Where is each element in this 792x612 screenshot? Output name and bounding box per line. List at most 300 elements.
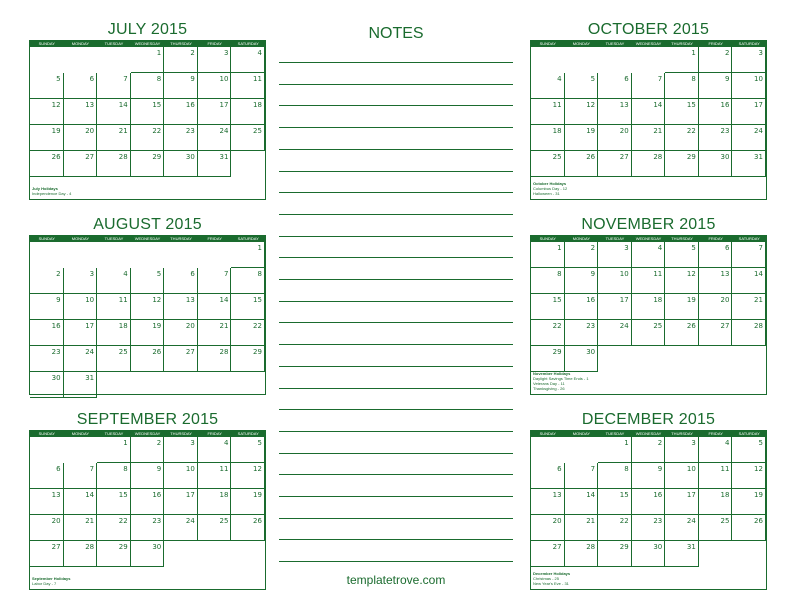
weekday-label: WEDNESDAY (635, 236, 662, 241)
day-cell (97, 463, 131, 489)
day-number: 5 (691, 244, 696, 252)
note-line (279, 257, 513, 258)
day-cell (598, 515, 632, 541)
day-cell (531, 73, 565, 99)
day-cell (598, 125, 632, 151)
day-cell (632, 151, 666, 177)
day-cell (231, 320, 265, 346)
day-number: 17 (686, 491, 696, 499)
day-number: 6 (557, 465, 562, 473)
day-number: 30 (185, 153, 195, 161)
day-number: 3 (691, 439, 696, 447)
day-number: 15 (152, 101, 162, 109)
day-number: 31 (686, 543, 696, 551)
day-cell (565, 125, 599, 151)
day-cell (632, 294, 666, 320)
day-number: 2 (657, 439, 663, 447)
day-cell (665, 125, 699, 151)
weekday-label: SUNDAY (539, 431, 556, 436)
day-cell (97, 320, 131, 346)
weekday-label: SATURDAY (738, 236, 760, 241)
calendar-grid (29, 235, 266, 395)
day-cell (64, 320, 98, 346)
day-number: 26 (253, 517, 262, 525)
day-number: 26 (51, 153, 61, 161)
day-cell (632, 99, 666, 125)
weekday-label: SUNDAY (539, 236, 556, 241)
day-cell (699, 73, 733, 99)
note-line (279, 214, 513, 215)
note-line (279, 192, 513, 193)
day-cell (598, 463, 632, 489)
day-cell (665, 437, 699, 463)
day-number: 16 (586, 296, 596, 304)
day-number: 30 (152, 543, 162, 551)
day-number: 22 (152, 127, 162, 135)
day-cell (97, 73, 131, 99)
weekday-label: TUESDAY (605, 431, 625, 436)
day-number: 3 (223, 49, 229, 57)
weekday-label: THURSDAY (170, 236, 192, 241)
day-number: 5 (56, 75, 61, 83)
day-number: 28 (118, 153, 128, 161)
weekday-label: SUNDAY (38, 41, 55, 46)
day-number: 4 (257, 49, 262, 57)
day-number: 12 (754, 465, 763, 473)
day-number: 21 (219, 322, 229, 330)
day-cell (131, 294, 165, 320)
day-number: 30 (720, 153, 730, 161)
day-number: 11 (253, 75, 262, 83)
day-number: 17 (619, 296, 629, 304)
holiday-heading: October Holidays (533, 181, 567, 186)
note-line (279, 388, 513, 389)
day-number: 24 (619, 322, 629, 330)
day-number: 10 (85, 296, 95, 304)
day-cell (30, 346, 64, 372)
day-cell (97, 125, 131, 151)
weekday-label: WEDNESDAY (134, 236, 161, 241)
day-number: 29 (152, 153, 162, 161)
day-number: 19 (686, 296, 696, 304)
weekday-label: THURSDAY (170, 41, 192, 46)
day-cell (131, 515, 165, 541)
day-number: 22 (118, 517, 128, 525)
note-line (279, 539, 513, 540)
day-cell (198, 125, 232, 151)
month-title: AUGUST 2015 (93, 216, 202, 233)
note-line (279, 236, 513, 237)
day-number: 19 (51, 127, 61, 135)
day-cell (531, 541, 565, 567)
day-cell (30, 151, 64, 177)
day-number: 14 (586, 491, 596, 499)
weekday-label: FRIDAY (207, 41, 222, 46)
day-number: 3 (624, 244, 629, 252)
day-cell (598, 99, 632, 125)
day-number: 26 (686, 322, 696, 330)
day-cell (97, 346, 131, 372)
day-number: 28 (754, 322, 763, 330)
day-number: 6 (724, 244, 730, 252)
day-cell (632, 320, 666, 346)
day-cell (198, 99, 232, 125)
day-number: 1 (156, 49, 162, 57)
day-cell (565, 541, 599, 567)
day-number: 29 (118, 543, 128, 551)
day-cell (632, 437, 666, 463)
day-cell (699, 515, 733, 541)
day-number: 4 (123, 270, 128, 278)
day-cell (30, 294, 64, 320)
day-cell (131, 489, 165, 515)
day-number: 30 (653, 543, 663, 551)
day-number: 23 (185, 127, 195, 135)
day-cell (699, 437, 733, 463)
day-cell (665, 463, 699, 489)
day-cell (531, 268, 565, 294)
weekday-label: TUESDAY (605, 236, 625, 241)
day-cell (699, 151, 733, 177)
day-cell (598, 320, 632, 346)
day-number: 25 (720, 517, 730, 525)
day-cell (164, 437, 198, 463)
day-cell (699, 320, 733, 346)
weekday-label: TUESDAY (104, 236, 124, 241)
note-line (279, 149, 513, 150)
day-number: 13 (185, 296, 195, 304)
day-cell (531, 294, 565, 320)
day-number: 13 (720, 270, 730, 278)
day-number: 20 (720, 296, 730, 304)
weekday-label: THURSDAY (170, 431, 192, 436)
day-cell (598, 73, 632, 99)
day-number: 9 (590, 270, 596, 278)
day-cell (231, 489, 265, 515)
day-number: 28 (653, 153, 663, 161)
day-cell (164, 489, 198, 515)
note-line (279, 322, 513, 323)
day-number: 15 (118, 491, 128, 499)
day-cell (30, 515, 64, 541)
weekday-label: MONDAY (572, 41, 590, 46)
day-cell (164, 99, 198, 125)
day-cell (565, 515, 599, 541)
day-cell (97, 541, 131, 567)
day-cell (198, 463, 232, 489)
day-cell (531, 151, 565, 177)
day-cell (198, 346, 232, 372)
day-cell (64, 346, 98, 372)
day-cell (131, 151, 165, 177)
day-number: 14 (85, 491, 95, 499)
day-number: 13 (619, 101, 629, 109)
day-number: 5 (758, 439, 763, 447)
holiday-heading: September Holidays (32, 576, 71, 581)
day-number: 29 (253, 348, 262, 356)
day-cell (699, 99, 733, 125)
note-line (279, 301, 513, 302)
day-cell (30, 489, 64, 515)
day-cell (598, 437, 632, 463)
day-cell (699, 125, 733, 151)
weekday-label: TUESDAY (104, 431, 124, 436)
day-number: 8 (156, 75, 162, 83)
day-number: 6 (624, 75, 629, 83)
day-cell (531, 242, 565, 268)
day-number: 18 (653, 296, 663, 304)
day-cell (699, 268, 733, 294)
day-number: 20 (85, 127, 95, 135)
day-number: 30 (51, 374, 61, 382)
day-cell (97, 489, 131, 515)
day-cell (632, 541, 666, 567)
note-line (279, 453, 513, 454)
day-number: 24 (686, 517, 696, 525)
day-number: 21 (85, 517, 95, 525)
day-number: 13 (552, 491, 562, 499)
day-cell (97, 437, 131, 463)
day-cell (598, 489, 632, 515)
weekday-label: MONDAY (572, 236, 590, 241)
day-number: 23 (586, 322, 596, 330)
day-cell (198, 515, 232, 541)
day-number: 27 (720, 322, 730, 330)
note-line (279, 84, 513, 85)
day-cell (732, 489, 766, 515)
day-cell (699, 47, 733, 73)
day-number: 14 (219, 296, 229, 304)
day-cell (665, 515, 699, 541)
day-number: 8 (557, 270, 562, 278)
day-cell (64, 99, 98, 125)
day-cell (732, 294, 766, 320)
day-cell (732, 463, 766, 489)
holiday-heading: December Holidays (533, 571, 571, 576)
day-number: 1 (557, 244, 562, 252)
day-cell (732, 242, 766, 268)
weekday-label: WEDNESDAY (635, 431, 662, 436)
day-cell (565, 151, 599, 177)
day-number: 6 (190, 270, 195, 278)
day-number: 28 (85, 543, 95, 551)
day-cell (665, 268, 699, 294)
day-number: 28 (586, 543, 596, 551)
day-cell (131, 463, 165, 489)
day-cell (64, 125, 98, 151)
day-number: 29 (686, 153, 696, 161)
day-number: 16 (185, 101, 195, 109)
day-cell (531, 463, 565, 489)
weekday-label: SATURDAY (237, 236, 259, 241)
day-cell (732, 73, 766, 99)
weekday-label: SUNDAY (38, 431, 55, 436)
day-cell (632, 489, 666, 515)
day-cell (164, 320, 198, 346)
holiday-list (533, 571, 570, 586)
day-number: 23 (51, 348, 61, 356)
day-number: 3 (89, 270, 95, 278)
day-cell (30, 541, 64, 567)
day-number: 15 (686, 101, 696, 109)
day-cell (231, 73, 265, 99)
day-number: 10 (754, 75, 763, 83)
day-cell (565, 294, 599, 320)
day-cell (699, 489, 733, 515)
day-number: 23 (720, 127, 730, 135)
day-number: 17 (754, 101, 763, 109)
day-number: 17 (185, 491, 195, 499)
day-cell (164, 463, 198, 489)
day-number: 14 (118, 101, 128, 109)
calendar-grid (530, 430, 767, 590)
day-cell (565, 346, 599, 372)
month-title: NOVEMBER 2015 (581, 216, 716, 233)
weekday-label: MONDAY (71, 236, 89, 241)
day-cell (30, 320, 64, 346)
day-cell (64, 73, 98, 99)
day-number: 24 (219, 127, 229, 135)
day-cell (97, 99, 131, 125)
day-number: 4 (557, 75, 562, 83)
day-number: 21 (118, 127, 128, 135)
day-cell (231, 268, 265, 294)
day-number: 16 (653, 491, 663, 499)
day-cell (64, 294, 98, 320)
day-cell (64, 541, 98, 567)
day-number: 24 (185, 517, 195, 525)
day-cell (231, 437, 265, 463)
day-number: 10 (219, 75, 229, 83)
holiday-heading: July Holidays (32, 186, 58, 191)
day-cell (531, 320, 565, 346)
day-cell (665, 320, 699, 346)
day-number: 16 (720, 101, 730, 109)
day-number: 1 (123, 439, 128, 447)
holiday-item: Labor Day - 7 (32, 581, 57, 586)
day-cell (30, 73, 64, 99)
day-cell (97, 294, 131, 320)
day-number: 11 (552, 101, 562, 109)
day-cell (64, 268, 98, 294)
day-number: 9 (156, 465, 162, 473)
day-cell (531, 99, 565, 125)
day-number: 14 (754, 270, 763, 278)
day-cell (131, 268, 165, 294)
day-cell (64, 515, 98, 541)
day-number: 25 (552, 153, 562, 161)
weekday-label: FRIDAY (207, 431, 222, 436)
holiday-item: Halloween - 31 (533, 191, 560, 196)
day-number: 7 (657, 75, 663, 83)
holiday-item: Independence Day - 4 (32, 191, 72, 196)
note-line (279, 344, 513, 345)
calendar-grid (29, 430, 266, 590)
weekday-label: FRIDAY (708, 236, 723, 241)
day-number: 19 (754, 491, 763, 499)
day-cell (198, 268, 232, 294)
day-number: 9 (190, 75, 195, 83)
day-cell (598, 268, 632, 294)
weekday-label: SUNDAY (38, 236, 55, 241)
day-number: 18 (552, 127, 562, 135)
day-number: 1 (257, 244, 262, 252)
day-cell (131, 320, 165, 346)
day-number: 21 (586, 517, 596, 525)
day-number: 26 (152, 348, 162, 356)
note-line (279, 496, 513, 497)
day-number: 1 (624, 439, 629, 447)
day-number: 7 (123, 75, 128, 83)
day-cell (732, 268, 766, 294)
day-cell (699, 463, 733, 489)
holiday-heading: November Holidays (533, 371, 571, 376)
day-number: 8 (257, 270, 262, 278)
day-number: 25 (219, 517, 229, 525)
day-number: 12 (51, 101, 61, 109)
day-cell (231, 346, 265, 372)
holiday-item: Daylight Savings Time Ends - 1 (533, 376, 589, 381)
holiday-item: Columbus Day - 12 (533, 186, 568, 191)
day-cell (30, 268, 64, 294)
day-cell (665, 541, 699, 567)
day-number: 13 (51, 491, 61, 499)
day-cell (565, 242, 599, 268)
weekday-label: FRIDAY (207, 236, 222, 241)
weekday-label: SATURDAY (738, 431, 760, 436)
day-cell (131, 47, 165, 73)
day-number: 2 (190, 49, 195, 57)
day-number: 9 (657, 465, 663, 473)
weekday-label: FRIDAY (708, 41, 723, 46)
weekday-header (30, 236, 265, 242)
day-cell (97, 151, 131, 177)
day-number: 15 (253, 296, 262, 304)
day-number: 13 (85, 101, 95, 109)
day-number: 16 (51, 322, 61, 330)
day-cell (198, 73, 232, 99)
day-cell (732, 515, 766, 541)
day-cell (164, 346, 198, 372)
day-number: 1 (691, 49, 696, 57)
day-number: 24 (85, 348, 95, 356)
holiday-list (533, 181, 567, 196)
day-number: 18 (118, 322, 128, 330)
day-number: 29 (619, 543, 629, 551)
day-number: 19 (152, 322, 162, 330)
day-cell (164, 151, 198, 177)
weekday-label: FRIDAY (708, 431, 723, 436)
month-title: DECEMBER 2015 (581, 411, 716, 428)
day-number: 12 (152, 296, 162, 304)
day-number: 31 (219, 153, 229, 161)
day-cell (131, 125, 165, 151)
day-cell (565, 268, 599, 294)
holiday-item: Veterans Day - 11 (533, 381, 565, 386)
weekday-label: THURSDAY (671, 41, 693, 46)
day-number: 7 (758, 244, 763, 252)
day-cell (131, 99, 165, 125)
day-number: 18 (253, 101, 262, 109)
day-number: 5 (257, 439, 262, 447)
day-cell (565, 489, 599, 515)
day-number: 27 (51, 543, 61, 551)
day-number: 16 (152, 491, 162, 499)
day-cell (699, 242, 733, 268)
day-cell (231, 515, 265, 541)
weekday-label: MONDAY (572, 431, 590, 436)
day-cell (632, 463, 666, 489)
